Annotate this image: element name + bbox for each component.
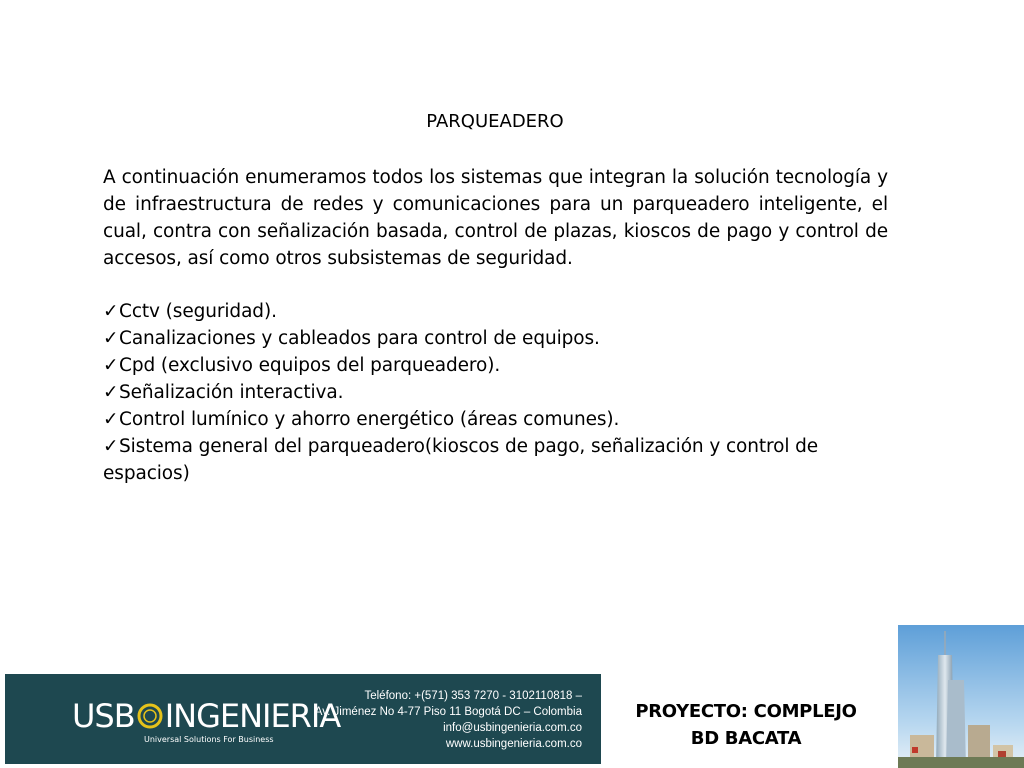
slide-title: PARQUEADERO	[426, 111, 564, 132]
list-item	[103, 379, 888, 406]
check-icon: ✓	[103, 409, 119, 430]
intro-block	[103, 164, 888, 272]
company-logo	[72, 697, 341, 749]
list-item-text: Señalización interactiva.	[119, 382, 344, 403]
logo-text-left: USB	[72, 697, 135, 735]
project-label	[620, 698, 872, 752]
list-item-text: Cpd (exclusivo equipos del parqueadero).	[119, 355, 501, 376]
check-icon: ✓	[103, 301, 119, 322]
intro-paragraph: A continuación enumeramos todos los sistemas que integran la solución tecnología y de infraestructura de redes y comunicaciones para un parqueadero inteligente, el cual, contra con señalización basada, control de plazas, kioscos de pago y control de accesos, así como otros subsistemas de seguridad.	[103, 167, 888, 269]
project-line-1: PROYECTO: COMPLEJO	[635, 701, 857, 722]
list-item	[103, 298, 888, 325]
systems-list	[103, 298, 888, 487]
project-line-2: BD BACATA	[690, 728, 802, 749]
logo-tagline: Universal Solutions For Business	[144, 735, 274, 744]
check-icon: ✓	[103, 436, 119, 457]
list-item	[103, 433, 888, 487]
logo-text-right: INGENIERIA	[164, 697, 341, 735]
contact-info	[270, 688, 582, 752]
check-icon: ✓	[103, 382, 119, 403]
contact-website[interactable]: www.usbingenieria.com.co	[445, 738, 582, 750]
check-icon: ✓	[103, 355, 119, 376]
list-item-text: Sistema general del parqueadero(kioscos de pago, señalización y control de espacios)	[103, 436, 819, 484]
list-item-text: Control lumínico y ahorro energético (áreas comunes).	[119, 409, 620, 430]
list-item	[103, 352, 888, 379]
logo-ring-icon	[136, 702, 164, 730]
list-item-text: Cctv (seguridad).	[119, 301, 277, 322]
contact-phone: Teléfono: +(571) 353 7270 - 3102110818 –	[364, 690, 582, 702]
contact-address: Av. Jiménez No 4-77 Piso 11 Bogotá DC – Colombia	[314, 706, 582, 718]
contact-email[interactable]: info@usbingenieria.com.co	[443, 722, 582, 734]
list-item	[103, 406, 888, 433]
building-photo-image	[898, 625, 1024, 768]
list-item	[103, 325, 888, 352]
check-icon: ✓	[103, 328, 119, 349]
list-item-text: Canalizaciones y cableados para control de equipos.	[119, 328, 600, 349]
